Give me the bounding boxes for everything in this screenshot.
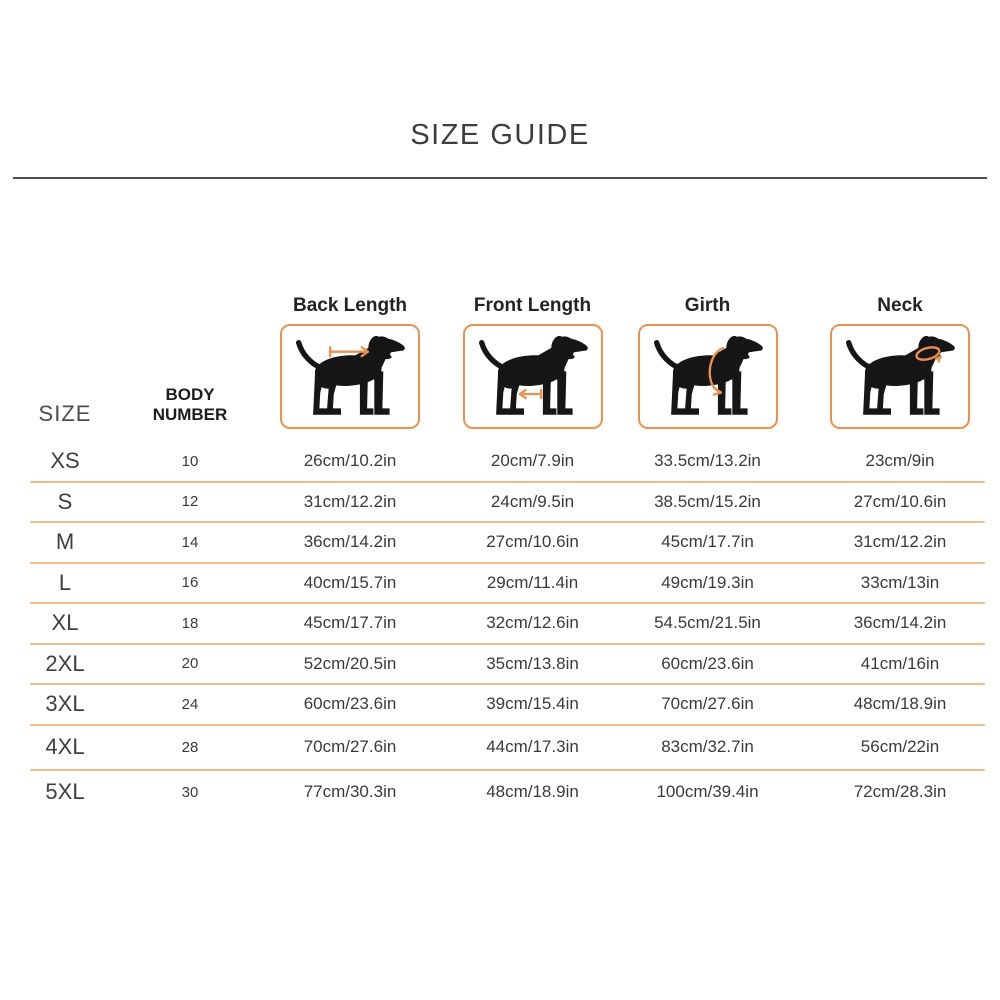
back-length-cell: 31cm/12.2in — [303, 491, 397, 511]
table-row — [0, 770, 1000, 815]
back-length-cell: 77cm/30.3in — [303, 782, 397, 801]
body-number-cell: 28 — [181, 738, 199, 756]
column-header-front-length — [450, 296, 615, 441]
body-number-cell: 30 — [181, 783, 199, 801]
table-body — [0, 441, 1000, 815]
girth-cell: 33.5cm/13.2in — [654, 451, 761, 471]
table-row — [0, 603, 1000, 644]
title-divider — [13, 177, 987, 179]
body-number-cell: 12 — [181, 493, 199, 511]
back-length-cell: 52cm/20.5in — [303, 653, 397, 673]
neck-cell: 27cm/10.6in — [853, 491, 947, 511]
neck-cell: 41cm/16in — [860, 653, 940, 673]
back-length-label: Back Length — [292, 295, 408, 316]
body-number-cell: 14 — [181, 533, 199, 551]
girth-cell: 54.5cm/21.5in — [654, 613, 761, 633]
dog-diagram-box-neck — [830, 324, 970, 429]
girth-cell: 83cm/32.7in — [661, 737, 754, 756]
table-row — [0, 725, 1000, 770]
neck-cell: 36cm/14.2in — [853, 613, 947, 633]
back-length-cell: 26cm/10.2in — [303, 451, 397, 471]
neck-cell: 56cm/22in — [860, 737, 940, 756]
body-number-cell: 10 — [181, 452, 199, 470]
neck-cell: 72cm/28.3in — [853, 782, 947, 801]
size-cell: XS — [50, 448, 80, 474]
front-length-cell: 27cm/10.6in — [486, 532, 579, 552]
girth-cell: 60cm/23.6in — [661, 653, 754, 673]
table-row — [0, 482, 1000, 523]
back-length-cell: 40cm/15.7in — [303, 572, 397, 592]
body-number-cell: 24 — [181, 695, 199, 713]
size-cell: 4XL — [45, 734, 85, 759]
neck-label: Neck — [877, 295, 923, 316]
dog-diagram-box-front-length — [463, 324, 603, 429]
body-number-column-header: BODY NUMBER — [152, 385, 228, 424]
back-length-cell: 70cm/27.6in — [303, 737, 397, 756]
front-length-cell: 32cm/12.6in — [486, 613, 579, 633]
table-row — [0, 684, 1000, 725]
girth-label: Girth — [684, 295, 731, 316]
girth-cell: 70cm/27.6in — [661, 694, 754, 714]
front-length-label: Front Length — [473, 295, 592, 316]
table-header-row — [0, 296, 1000, 441]
table-row — [0, 644, 1000, 685]
table-row — [0, 522, 1000, 563]
size-guide-table — [0, 296, 1000, 815]
dog-diagram-box-girth — [638, 324, 778, 429]
neck-cell: 31cm/12.2in — [853, 532, 947, 552]
neck-cell: 23cm/9in — [865, 451, 935, 471]
table-row — [0, 563, 1000, 604]
column-header-girth — [615, 296, 800, 441]
dog-back-length-icon — [287, 330, 413, 422]
girth-cell: 45cm/17.7in — [661, 532, 754, 552]
back-length-cell: 45cm/17.7in — [303, 613, 397, 633]
front-length-cell: 29cm/11.4in — [486, 572, 579, 592]
dog-girth-icon — [645, 330, 771, 422]
dog-front-length-icon — [470, 330, 596, 422]
girth-cell: 38.5cm/15.2in — [654, 491, 761, 511]
size-cell: M — [55, 529, 75, 555]
neck-cell: 48cm/18.9in — [853, 694, 947, 714]
dog-diagram-box-back-length — [280, 324, 420, 429]
page-title: SIZE GUIDE — [410, 119, 590, 151]
front-length-cell: 35cm/13.8in — [486, 653, 579, 673]
column-header-neck — [800, 296, 1000, 441]
girth-cell: 49cm/19.3in — [661, 572, 754, 592]
table-row — [0, 441, 1000, 482]
size-column-header: SIZE — [38, 401, 92, 426]
back-length-cell: 36cm/14.2in — [303, 532, 397, 552]
front-length-cell: 20cm/7.9in — [490, 451, 575, 471]
girth-cell: 100cm/39.4in — [656, 782, 759, 801]
front-length-cell: 39cm/15.4in — [486, 694, 579, 714]
body-number-cell: 20 — [181, 655, 199, 673]
front-length-cell: 24cm/9.5in — [490, 491, 575, 511]
size-cell: S — [57, 488, 73, 514]
size-cell: 3XL — [45, 691, 85, 717]
body-number-cell: 18 — [181, 614, 199, 632]
body-number-cell: 16 — [181, 574, 199, 592]
neck-cell: 33cm/13in — [860, 572, 940, 592]
size-cell: XL — [51, 610, 79, 636]
size-cell: 5XL — [45, 779, 85, 804]
column-header-back-length — [250, 296, 450, 441]
dog-neck-icon — [837, 330, 963, 422]
front-length-cell: 48cm/18.9in — [486, 782, 579, 801]
back-length-cell: 60cm/23.6in — [303, 694, 397, 714]
front-length-cell: 44cm/17.3in — [486, 737, 579, 756]
size-cell: 2XL — [45, 650, 85, 676]
size-cell: L — [58, 569, 72, 595]
